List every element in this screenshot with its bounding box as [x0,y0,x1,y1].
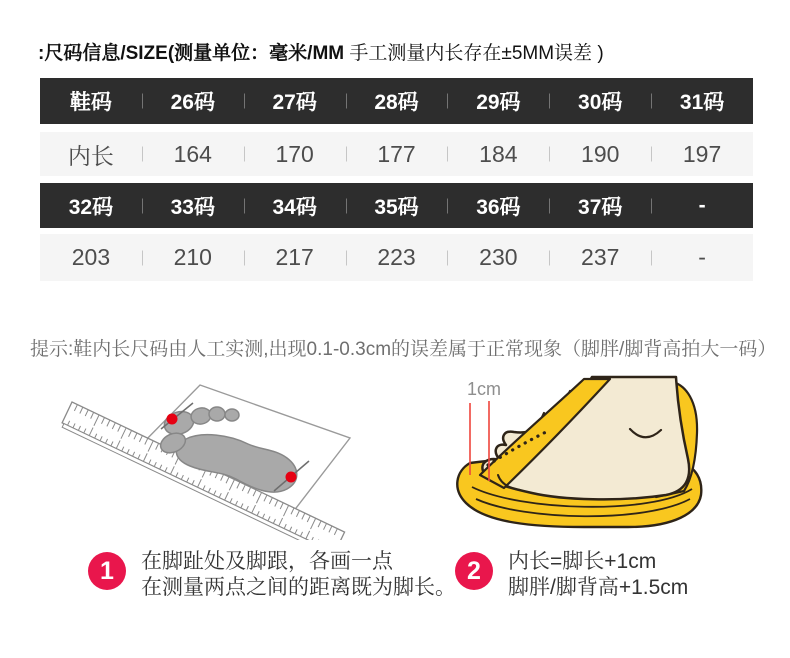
heel-marker-dot [286,472,297,483]
step-1-line-2: 在测量两点之间的距离既为脚长。 [141,576,456,599]
length-cell: 184 [447,132,549,176]
length-cell: 203 [71,244,111,270]
size-table-row-length-2 [40,234,753,281]
size-cell: 29码 [447,78,549,124]
gap-measure-label: 1cm [467,379,502,399]
ruler-footprint-illustration [60,375,400,540]
size-cell: 30码 [549,78,651,124]
length-cell: 177 [346,132,448,176]
step-1-badge: 1 [88,552,126,590]
shoe-fit-diagram [440,375,760,540]
size-table-row-codes-2 [40,183,753,228]
size-cell: 33码 [142,183,244,228]
foot-measure-diagram [60,375,400,540]
size-table [40,78,753,281]
size-cell: 32码 [68,195,114,219]
size-cell: 37码 [549,183,651,228]
length-cell: 197 [651,132,753,176]
size-table-row-length-1 [40,132,753,176]
step-2-badge: 2 [455,552,493,590]
step-2 [455,549,688,601]
size-cell: 34码 [244,183,346,228]
step-2-text [508,549,688,601]
length-cell: 217 [244,234,346,281]
length-cell: - [651,234,753,281]
size-cell: 28码 [346,78,448,124]
step-2-line-1: 内长=脚长+1cm [508,550,657,573]
length-cell: 223 [346,234,448,281]
length-cell: 190 [549,132,651,176]
title-main: :尺码信息/SIZE(测量单位：毫米/MM [38,43,345,64]
title-note: 手工测量内长存在±5MM误差 ) [344,43,604,64]
step-1 [88,549,456,601]
size-cell: - [651,183,753,228]
length-cell: 230 [447,234,549,281]
length-cell: 164 [142,132,244,176]
length-cell: 内长 [67,142,114,169]
size-cell: 26码 [142,78,244,124]
step-2-line-2: 脚胖/脚背高+1.5cm [508,576,689,599]
toe-marker-dot [167,414,178,425]
size-cell: 27码 [244,78,346,124]
tip-text: 提示:鞋内长尺码由人工实测,出现0.1-0.3cm的误差属于正常现象（脚胖/脚背高拍大一码） [30,339,777,360]
step-1-text [141,549,456,601]
size-table-row-codes-1 [40,78,753,124]
page-title [38,38,604,65]
size-cell: 36码 [447,183,549,228]
length-cell: 237 [549,234,651,281]
length-cell: 210 [142,234,244,281]
size-cell: 35码 [346,183,448,228]
size-cell: 31码 [651,78,753,124]
length-cell: 170 [244,132,346,176]
size-cell: 鞋码 [69,91,112,114]
step-1-line-1: 在脚趾处及脚跟，各画一点 [141,550,393,573]
